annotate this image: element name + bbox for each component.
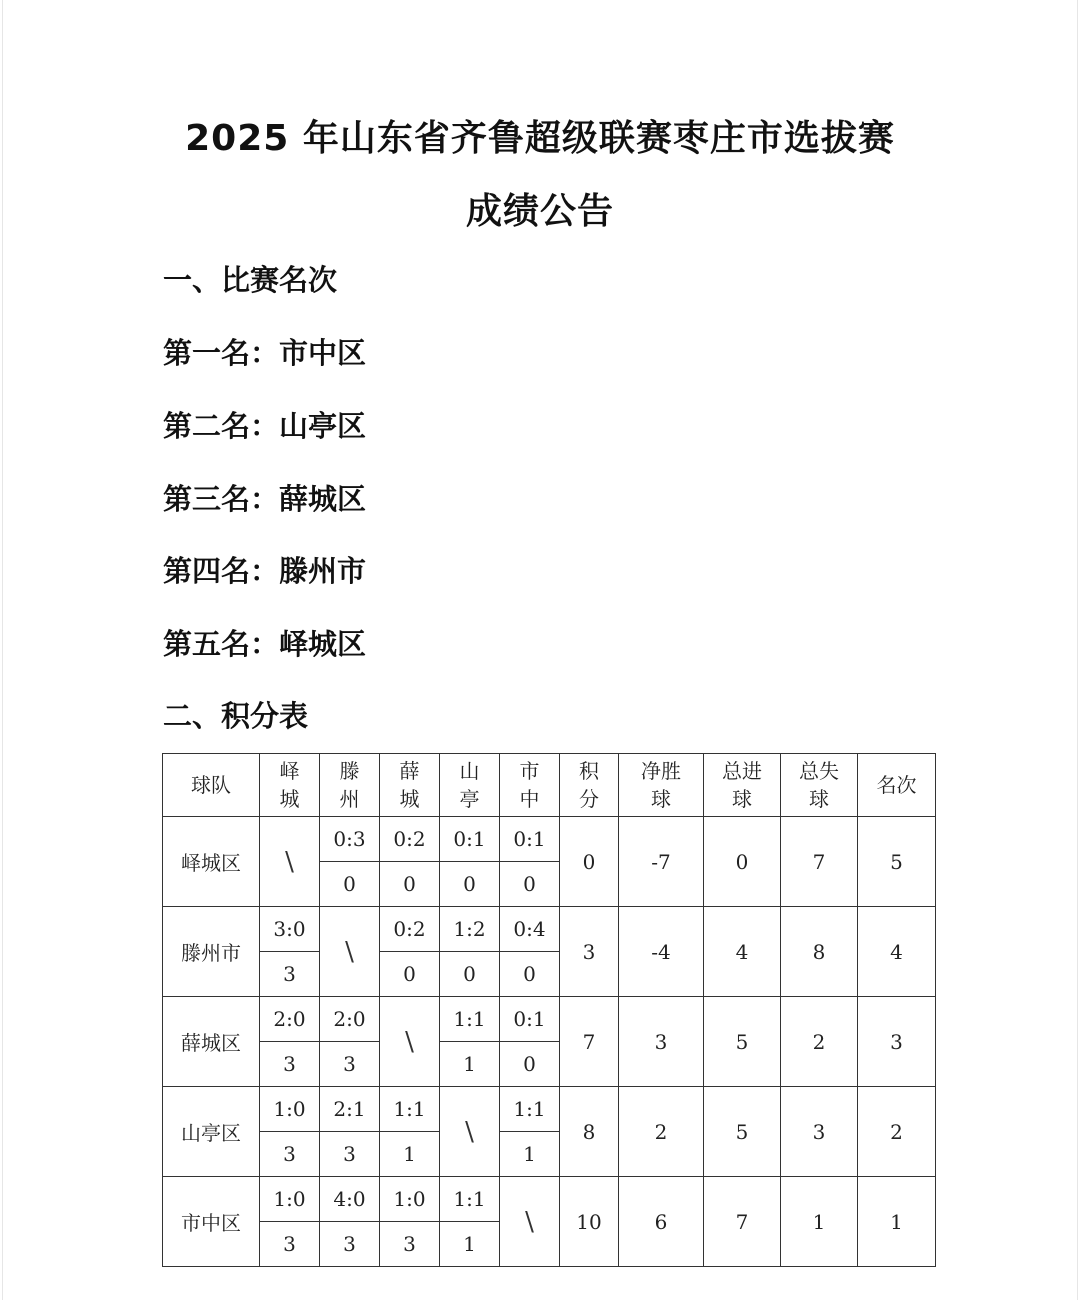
match-score-cell: 1:1 xyxy=(440,997,500,1042)
team-name-cell: 薛城区 xyxy=(163,997,260,1087)
ranking-line-4 xyxy=(163,549,366,590)
goals-for-cell: 0 xyxy=(704,817,781,907)
match-score-cell: 1:0 xyxy=(260,1087,320,1132)
ranking-team: 薛城区 xyxy=(279,482,367,516)
standings-table xyxy=(162,753,936,1267)
match-points-cell: 0 xyxy=(440,862,500,907)
goals-for-cell: 5 xyxy=(704,1087,781,1177)
team-name-cell: 市中区 xyxy=(163,1177,260,1267)
header-points: 积 分 xyxy=(560,754,619,817)
match-points-cell: 0 xyxy=(320,862,380,907)
goals-against-cell: 8 xyxy=(781,907,858,997)
match-points-cell: 0 xyxy=(440,952,500,997)
ranking-line-1 xyxy=(163,331,366,372)
section-heading-rankings: 一、比赛名次 xyxy=(163,263,338,297)
ranking-line-3 xyxy=(163,477,366,518)
match-points-cell: 3 xyxy=(320,1222,380,1267)
match-points-cell: 1 xyxy=(440,1222,500,1267)
goals-against-cell: 7 xyxy=(781,817,858,907)
match-points-cell: 0 xyxy=(380,952,440,997)
match-score-cell: 0:1 xyxy=(500,817,560,862)
match-score-cell: 0:1 xyxy=(500,997,560,1042)
document-title: 2025 年山东省齐鲁超级联赛枣庄市选拔赛 xyxy=(185,118,895,159)
ranking-team: 山亭区 xyxy=(279,409,367,443)
header-opponent-yicheng: 峄 城 xyxy=(260,754,320,817)
ranking-line-2 xyxy=(163,404,366,445)
rank-cell: 3 xyxy=(858,997,936,1087)
match-score-cell: 1:1 xyxy=(440,1177,500,1222)
match-points-cell: 0 xyxy=(380,862,440,907)
goal-difference-cell: 2 xyxy=(619,1087,704,1177)
table-row xyxy=(163,907,936,952)
ranking-team: 滕州市 xyxy=(279,554,367,588)
team-name-cell: 滕州市 xyxy=(163,907,260,997)
rank-cell: 4 xyxy=(858,907,936,997)
header-opponent-shizhong: 市 中 xyxy=(500,754,560,817)
match-score-cell: 1:0 xyxy=(260,1177,320,1222)
match-points-cell: 3 xyxy=(380,1222,440,1267)
ranking-label: 第一名： xyxy=(163,336,280,370)
header-opponent-tengzhou: 滕 州 xyxy=(320,754,380,817)
goal-difference-cell: 6 xyxy=(619,1177,704,1267)
match-score-cell: 1:1 xyxy=(500,1087,560,1132)
document-subtitle: 成绩公告 xyxy=(465,191,614,232)
match-score-cell: 1:1 xyxy=(380,1087,440,1132)
match-points-cell: 0 xyxy=(500,952,560,997)
goal-difference-cell: -7 xyxy=(619,817,704,907)
match-points-cell: 1 xyxy=(380,1132,440,1177)
ranking-label: 第二名： xyxy=(163,409,280,443)
header-goals-against: 总失 球 xyxy=(781,754,858,817)
points-cell: 8 xyxy=(560,1087,619,1177)
diagonal-cell: \ xyxy=(500,1177,560,1267)
header-rank: 名次 xyxy=(858,754,936,817)
diagonal-cell: \ xyxy=(260,817,320,907)
match-score-cell: 0:3 xyxy=(320,817,380,862)
rank-cell: 1 xyxy=(858,1177,936,1267)
header-team: 球队 xyxy=(163,754,260,817)
table-row xyxy=(163,1087,936,1132)
ranking-team: 峄城区 xyxy=(279,627,367,661)
header-opponent-shanting: 山 亭 xyxy=(440,754,500,817)
goal-difference-cell: 3 xyxy=(619,997,704,1087)
match-points-cell: 1 xyxy=(500,1132,560,1177)
goals-for-cell: 5 xyxy=(704,997,781,1087)
header-goals-for: 总进 球 xyxy=(704,754,781,817)
team-name-cell: 山亭区 xyxy=(163,1087,260,1177)
match-score-cell: 3:0 xyxy=(260,907,320,952)
match-points-cell: 0 xyxy=(500,862,560,907)
ranking-team: 市中区 xyxy=(279,336,367,370)
match-points-cell: 1 xyxy=(440,1042,500,1087)
match-score-cell: 2:0 xyxy=(260,997,320,1042)
table-row xyxy=(163,1177,936,1222)
match-score-cell: 0:2 xyxy=(380,817,440,862)
match-points-cell: 3 xyxy=(260,1042,320,1087)
points-cell: 10 xyxy=(560,1177,619,1267)
goals-for-cell: 4 xyxy=(704,907,781,997)
goals-against-cell: 1 xyxy=(781,1177,858,1267)
ranking-line-5 xyxy=(163,622,366,663)
ranking-label: 第五名： xyxy=(163,627,280,661)
match-points-cell: 3 xyxy=(320,1042,380,1087)
table-row xyxy=(163,997,936,1042)
points-cell: 3 xyxy=(560,907,619,997)
points-cell: 7 xyxy=(560,997,619,1087)
goals-for-cell: 7 xyxy=(704,1177,781,1267)
diagonal-cell: \ xyxy=(440,1087,500,1177)
match-score-cell: 0:2 xyxy=(380,907,440,952)
match-points-cell: 3 xyxy=(320,1132,380,1177)
table-header-row xyxy=(163,754,936,817)
header-goal-difference: 净胜 球 xyxy=(619,754,704,817)
match-points-cell: 3 xyxy=(260,1222,320,1267)
match-score-cell: 2:0 xyxy=(320,997,380,1042)
header-opponent-xuecheng: 薛 城 xyxy=(380,754,440,817)
rank-cell: 5 xyxy=(858,817,936,907)
points-cell: 0 xyxy=(560,817,619,907)
match-score-cell: 4:0 xyxy=(320,1177,380,1222)
match-score-cell: 1:0 xyxy=(380,1177,440,1222)
ranking-label: 第四名： xyxy=(163,554,280,588)
match-score-cell: 0:1 xyxy=(440,817,500,862)
match-points-cell: 0 xyxy=(500,1042,560,1087)
match-points-cell: 3 xyxy=(260,1132,320,1177)
match-score-cell: 0:4 xyxy=(500,907,560,952)
rank-cell: 2 xyxy=(858,1087,936,1177)
goals-against-cell: 3 xyxy=(781,1087,858,1177)
match-score-cell: 2:1 xyxy=(320,1087,380,1132)
diagonal-cell: \ xyxy=(320,907,380,997)
goal-difference-cell: -4 xyxy=(619,907,704,997)
match-score-cell: 1:2 xyxy=(440,907,500,952)
table-row xyxy=(163,817,936,862)
goals-against-cell: 2 xyxy=(781,997,858,1087)
ranking-label: 第三名： xyxy=(163,482,280,516)
diagonal-cell: \ xyxy=(380,997,440,1087)
section-heading-standings: 二、积分表 xyxy=(163,699,309,733)
team-name-cell: 峄城区 xyxy=(163,817,260,907)
match-points-cell: 3 xyxy=(260,952,320,997)
